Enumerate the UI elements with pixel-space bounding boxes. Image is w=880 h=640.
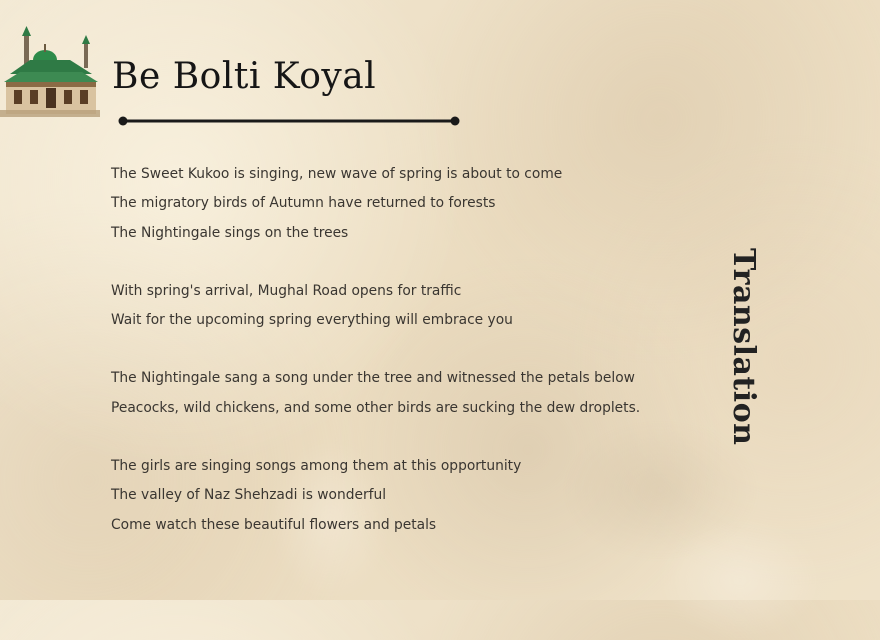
stanza bbox=[111, 452, 696, 540]
poem-line: The migratory birds of Autumn have returned to forests bbox=[111, 195, 496, 212]
mosque-illustration bbox=[0, 22, 100, 117]
poem-line: The Nightingale sings on the trees bbox=[111, 224, 349, 241]
poem-line: The Nightingale sang a song under the tree and witnessed the petals below bbox=[111, 370, 635, 387]
poem-line: The girls are singing songs among them at this opportunity bbox=[111, 458, 522, 475]
poem-line: Wait for the upcoming spring everything will embrace you bbox=[111, 312, 513, 329]
poem-line: The Sweet Kukoo is singing, new wave of spring is about to come bbox=[111, 166, 563, 182]
poem-body bbox=[111, 160, 696, 540]
stanza bbox=[111, 364, 696, 423]
poem-line: Peacocks, wild chickens, and some other birds are sucking the dew droplets. bbox=[111, 399, 641, 416]
stanza bbox=[111, 277, 696, 336]
poem-line: With spring's arrival, Mughal Road opens for traffic bbox=[111, 282, 462, 299]
poem-line: The valley of Naz Shehzadi is wonderful bbox=[111, 487, 387, 504]
poem-title: Be Bolti Koyal bbox=[112, 56, 377, 97]
stanza bbox=[111, 160, 696, 248]
translation-label: Translation bbox=[726, 248, 761, 446]
poem-line: Come watch these beautiful flowers and petals bbox=[111, 516, 437, 533]
title-divider bbox=[118, 114, 460, 128]
